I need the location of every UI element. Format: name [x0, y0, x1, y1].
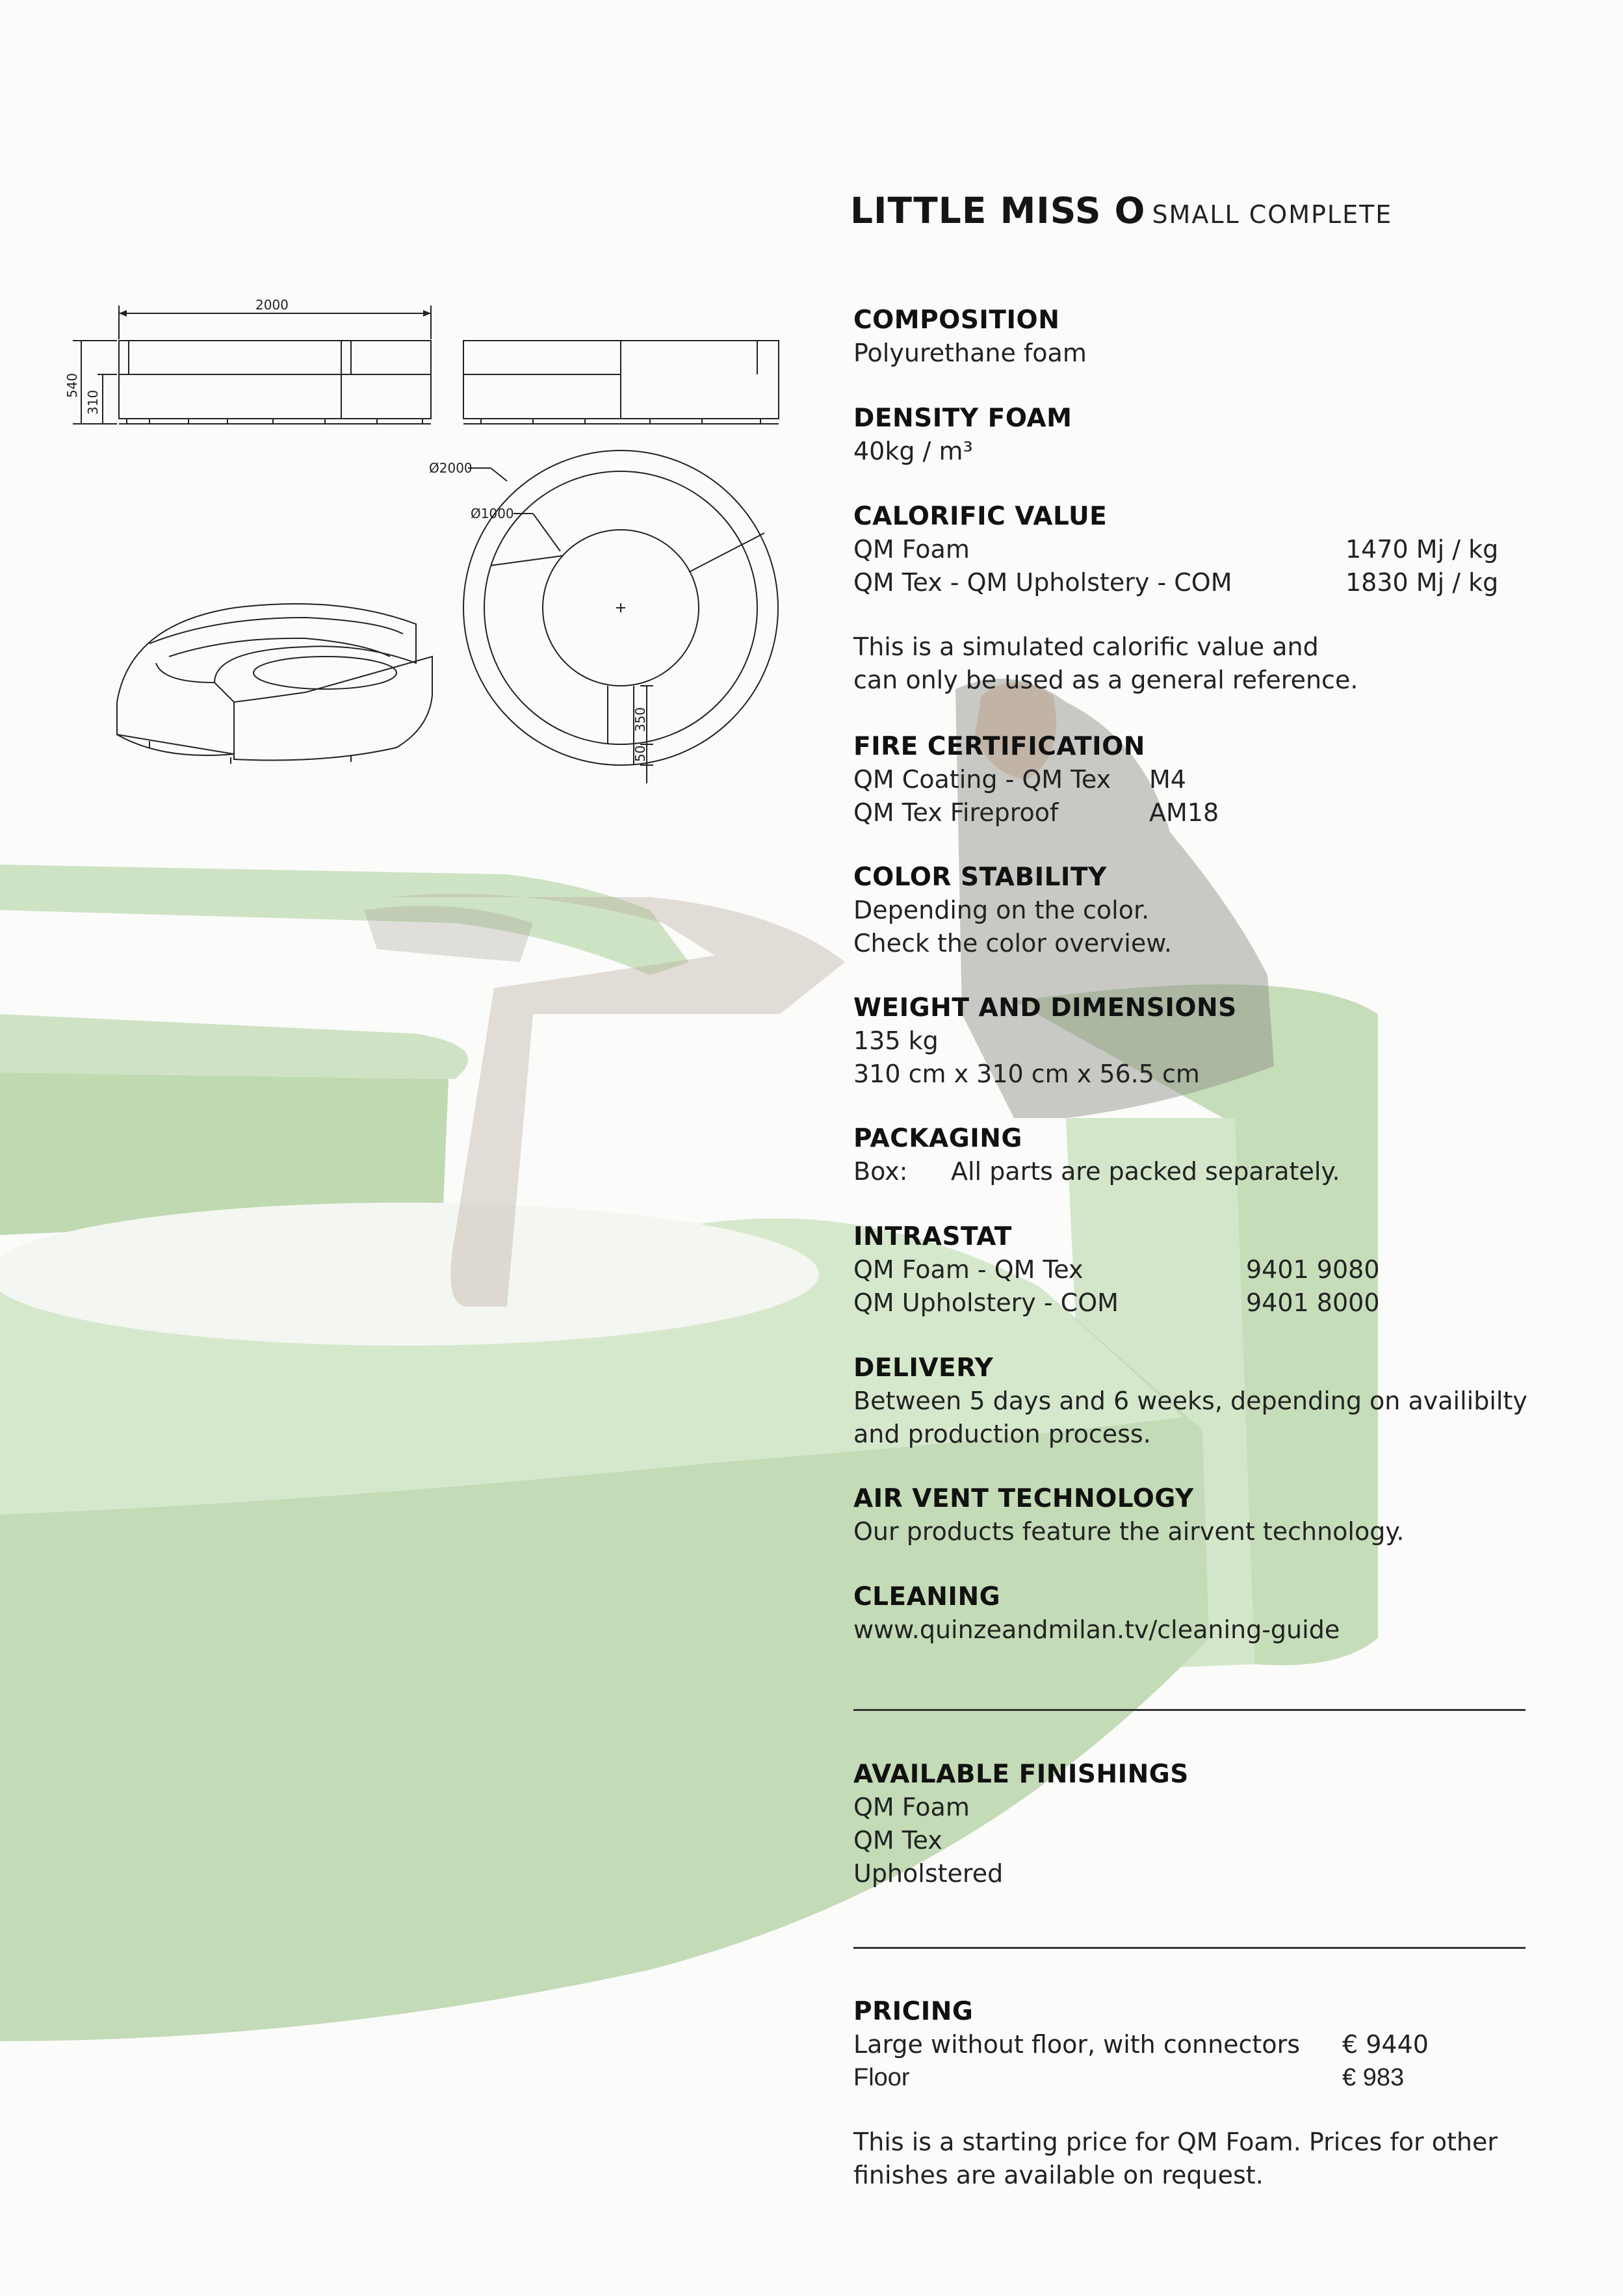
- color-stability-line: Check the color overview.: [853, 929, 1172, 958]
- pricing-heading: PRICING: [853, 1997, 974, 2026]
- color-stability-section: [853, 861, 1529, 960]
- dim-height-seat: 310: [85, 389, 101, 415]
- intrastat-heading: INTRASTAT: [853, 1222, 1012, 1251]
- calorific-label: QM Foam: [853, 535, 970, 564]
- dimensions-value: 310 cm x 310 cm x 56.5 cm: [853, 1060, 1200, 1088]
- price-value: € 983: [1342, 2064, 1405, 2091]
- calorific-value: 1830 Mj / kg: [1345, 568, 1499, 597]
- color-stability-heading: COLOR STABILITY: [853, 863, 1107, 892]
- fire-heading: FIRE CERTIFICATION: [853, 732, 1145, 761]
- intrastat-label: QM Foam - QM Tex: [853, 1255, 1084, 1284]
- packaging-heading: PACKAGING: [853, 1124, 1022, 1153]
- dim-inner-diameter: Ø1000: [471, 506, 514, 521]
- delivery-section: [853, 1351, 1529, 1451]
- finishings-heading: AVAILABLE FINISHINGS: [853, 1760, 1189, 1789]
- calorific-note: can only be used as a general reference.: [853, 666, 1358, 694]
- calorific-label: QM Tex - QM Upholstery - COM: [853, 568, 1232, 597]
- intrastat-row: [853, 1286, 1529, 1320]
- airvent-section: [853, 1482, 1529, 1548]
- airvent-heading: AIR VENT TECHNOLOGY: [853, 1484, 1194, 1513]
- pricing-section: [853, 1995, 1529, 2192]
- calorific-note: This is a simulated calorific value and: [853, 633, 1319, 661]
- product-title: [850, 190, 1392, 231]
- dim-width: 2000: [255, 297, 289, 313]
- airvent-value: Our products feature the airvent technology.: [853, 1517, 1405, 1546]
- pricing-note: This is a starting price for QM Foam. Prices for other: [853, 2128, 1498, 2156]
- divider: [853, 1709, 1526, 1711]
- calorific-section: [853, 500, 1529, 697]
- packaging-value: All parts are packed separately.: [951, 1157, 1340, 1186]
- finishing-item: QM Foam: [853, 1793, 970, 1821]
- calorific-value: 1470 Mj / kg: [1345, 535, 1499, 564]
- side-elevation-drawing: [463, 341, 779, 424]
- weight-heading: WEIGHT AND DIMENSIONS: [853, 993, 1237, 1023]
- calorific-row: [853, 533, 1529, 566]
- pricing-note: finishes are available on request.: [853, 2161, 1264, 2189]
- delivery-heading: DELIVERY: [853, 1353, 994, 1383]
- sofa-left-segment: [0, 1014, 468, 1079]
- product-name: LITTLE MISS O: [850, 190, 1146, 231]
- packaging-row: [853, 1155, 1529, 1188]
- divider: [853, 1947, 1526, 1949]
- composition-section: [853, 304, 1529, 370]
- fire-row: [853, 763, 1529, 796]
- technical-drawings: [0, 0, 819, 819]
- finishing-item: QM Tex: [853, 1826, 942, 1855]
- calorific-heading: CALORIFIC VALUE: [853, 502, 1108, 531]
- density-heading: DENSITY FOAM: [853, 404, 1072, 433]
- sofa-back-segment: [0, 865, 689, 975]
- finishings-section: [853, 1758, 1529, 1890]
- fire-label: QM Tex Fireproof: [853, 798, 1059, 827]
- weight-section: [853, 991, 1529, 1091]
- price-row: [853, 2061, 1529, 2094]
- cleaning-section: [853, 1580, 1529, 1647]
- dim-depth-seat: 350: [632, 707, 648, 732]
- intrastat-value: 9401 8000: [1246, 1288, 1380, 1317]
- packaging-section: [853, 1122, 1529, 1188]
- front-elevation-drawing: [73, 306, 431, 424]
- calorific-row: [853, 566, 1529, 599]
- weight-value: 135 kg: [853, 1026, 939, 1055]
- fire-row: [853, 796, 1529, 829]
- delivery-line: and production process.: [853, 1420, 1151, 1448]
- dim-height-total: 540: [64, 372, 80, 398]
- packaging-label: Box:: [853, 1157, 908, 1186]
- fire-section: [853, 730, 1529, 829]
- intrastat-row: [853, 1253, 1529, 1286]
- cleaning-heading: CLEANING: [853, 1582, 1001, 1611]
- plan-view-drawing: [463, 450, 778, 783]
- isometric-drawing: [117, 604, 432, 764]
- dim-depth-base: 50: [632, 745, 648, 762]
- intrastat-section: [853, 1220, 1529, 1320]
- fire-value: AM18: [1149, 798, 1219, 827]
- delivery-line: Between 5 days and 6 weeks, depending on availibilty: [853, 1387, 1527, 1415]
- density-section: [853, 402, 1529, 468]
- product-variant: SMALL COMPLETE: [1152, 200, 1393, 229]
- intrastat-value: 9401 9080: [1246, 1255, 1380, 1284]
- price-label: Floor: [853, 2064, 910, 2091]
- intrastat-label: QM Upholstery - COM: [853, 1288, 1119, 1317]
- fire-value: M4: [1149, 765, 1186, 794]
- finishing-item: Upholstered: [853, 1859, 1004, 1888]
- price-row: [853, 2028, 1529, 2061]
- price-label: Large without floor, with connectors: [853, 2030, 1300, 2059]
- composition-value: Polyurethane foam: [853, 339, 1087, 367]
- density-value: 40kg / m³: [853, 437, 973, 465]
- fire-label: QM Coating - QM Tex: [853, 765, 1111, 794]
- color-stability-line: Depending on the color.: [853, 896, 1150, 924]
- dim-outer-diameter: Ø2000: [429, 460, 473, 476]
- price-value: € 9440: [1342, 2030, 1429, 2059]
- cleaning-link[interactable]: www.quinzeandmilan.tv/cleaning-guide: [853, 1615, 1340, 1644]
- composition-heading: COMPOSITION: [853, 306, 1060, 335]
